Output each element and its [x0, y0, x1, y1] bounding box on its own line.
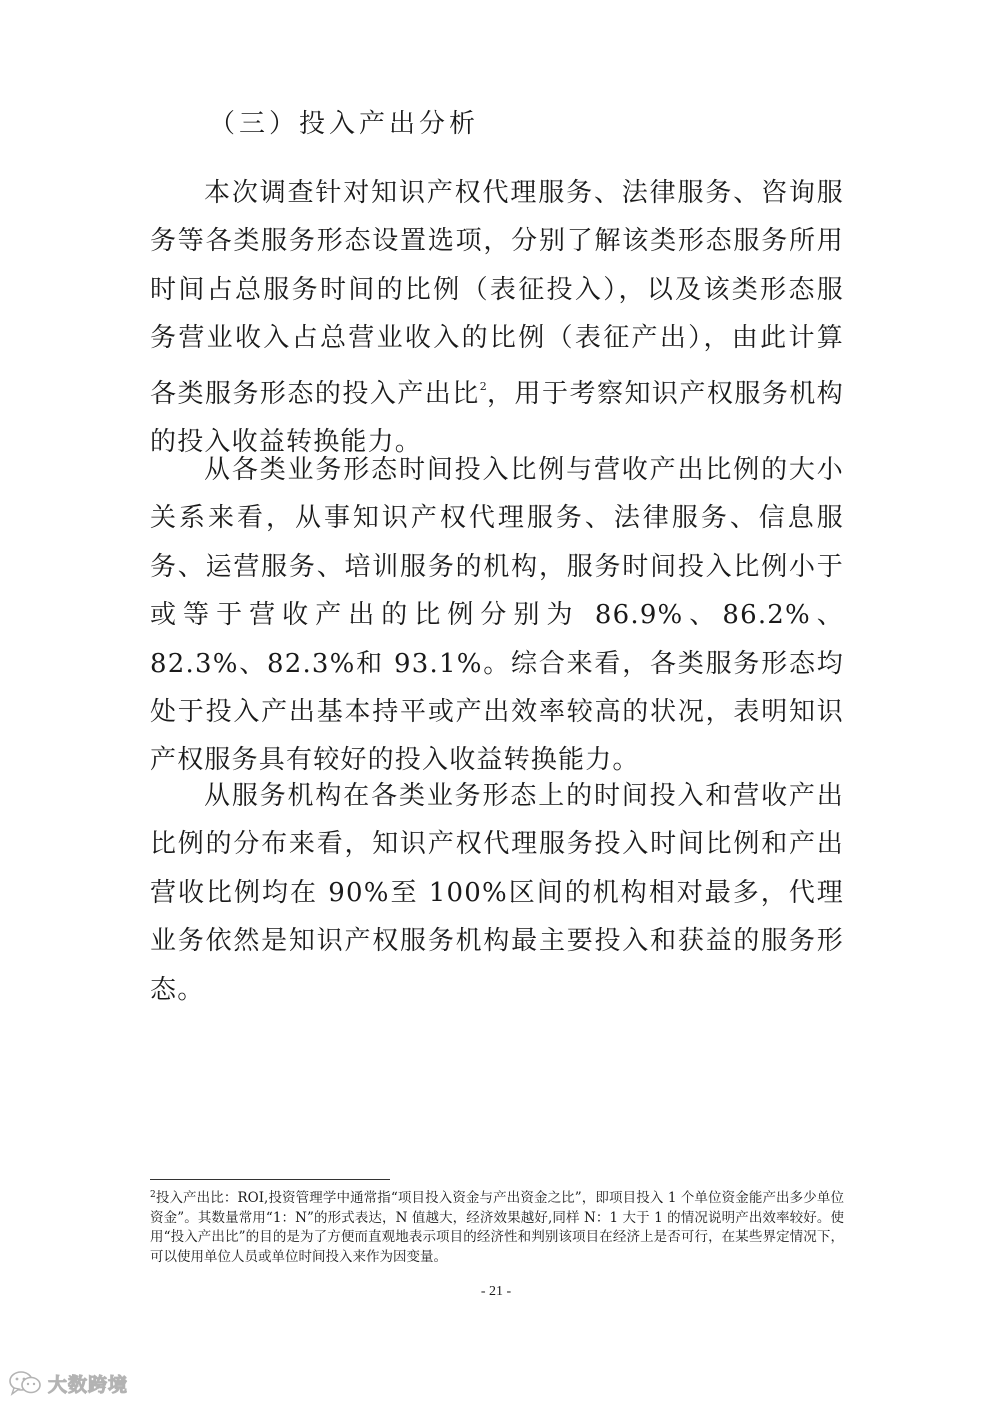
paragraph-text: 本次调查针对知识产权代理服务、法律服务、咨询服务等各类服务形态设置选项，分别了解该类形态服务所用时间占总服务时间的比例（表征投入），以及该类形态服务营业收入占总营业收入的比例（表征产出），由此计算各类服务形态的投入产出比: [150, 178, 844, 409]
paragraph-text: ，用于考察知识产权服务机构的投入收益转换能力。: [150, 378, 844, 458]
watermark: [8, 1368, 128, 1398]
watermark-text: 大数跨境: [48, 1373, 129, 1396]
paragraph-text: 从服务机构在各类业务形态上的时间投入和营收产出比例的分布来看，知识产权代理服务投入时间比例和产出营收比例均在 90%至 100%区间的机构相对最多，代理业务依然是知识产权服务机构最主要投入和获益的服务形态。: [150, 781, 844, 1005]
paragraph-roi-intro: [150, 169, 844, 466]
paragraph-ratio-comparison: [150, 446, 844, 785]
footnote-text: 投入产出比：ROI,投资管理学中通常指“项目投入资金与产出资金之比”，即项目投入 1 个单位资金能产出多少单位资金”。其数量常用“1：N”的形式表达，N 值越大，经济效果越好,同样 N：1 大于 1 的情况说明产出效率较好。使用“投入产出比”的目的是为了方便而直观地表示项目的经济性和判别该项目在经济上是否可行，在某些界定情况下，可以使用单位人员或单位时间投入来作为因变量。: [150, 1190, 844, 1265]
footnote: [150, 1186, 844, 1267]
paragraph-text: 从各类业务形态时间投入比例与营收产出比例的大小关系来看，从事知识产权代理服务、法律服务、信息服务、运营服务、培训服务的机构，服务时间投入比例小于或等于营收产出的比例分别为 86.9%、86.2%、82.3%、82.3%和 93.1%。综合来看，各类服务形态均处于投入产出基本持平或产出效率较高的状况，表明知识产权服务具有较好的投入收益转换能力。: [150, 455, 844, 776]
footnote-marker: 2: [150, 1190, 156, 1200]
footnote-reference[interactable]: 2: [479, 379, 487, 393]
page-number: - 21 -: [480, 1284, 512, 1299]
section-heading: （三）投入产出分析: [209, 109, 480, 139]
footnote-separator: [150, 1179, 390, 1180]
wechat-logo-icon: [8, 1369, 42, 1397]
paragraph-distribution: [150, 772, 844, 1014]
